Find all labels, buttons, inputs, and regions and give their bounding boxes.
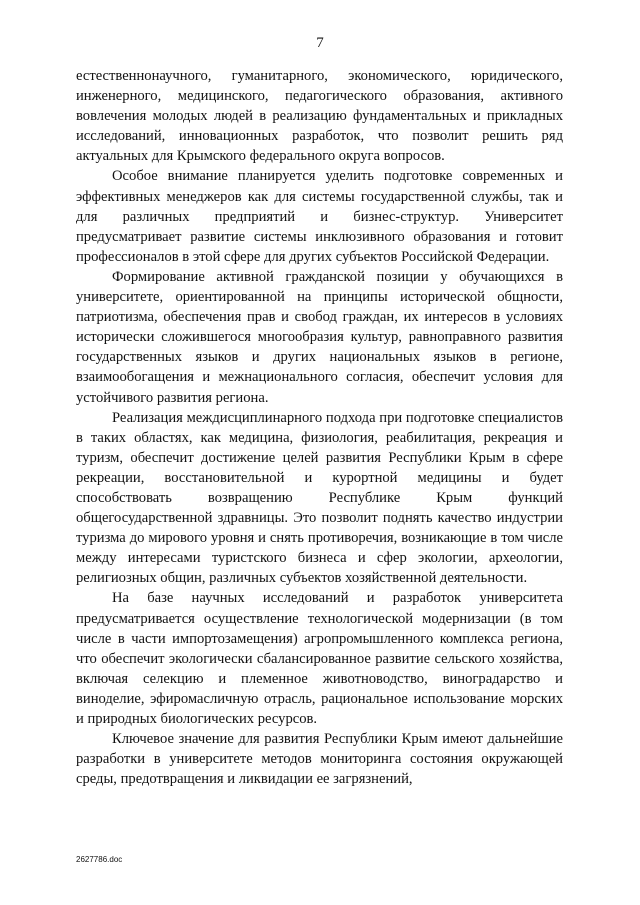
paragraph-interdisciplinary: Реализация междисциплинарного подхода при подготовке специалистов в таких областях, как медицина, физиология, реабилитация, рекреация и туризм, обеспечит достижение целей развития Республики Крым в сфере рекреации, восстановительной и курортной медицины и будет способствовать возвращению Республике Крым функций общегосударственной здравницы. Это позволит поднять качество индустрии туризма до мирового уровня и снять противоречия, возникающие в том числе между интересами туристского бизнеса и сфер экологии, археологии, религиозных общин, различных субъектов хозяйственной деятельности. [76,409,563,587]
page-number: 7 [316,35,324,51]
paragraph-civic-position: Формирование активной гражданской позиции у обучающихся в университете, ориентированной на принципы исторической общности, патриотизма, обеспечения прав и свобод граждан, их интересов в условиях исторически сложившегося многообразия культур, равноправного развития государственных языков и других национальных языков в регионе, взаимообогащения и межнационального согласия, обеспечит условия для устойчивого развития региона. [76,268,563,406]
paragraph-managers: Особое внимание планируется уделить подготовке современных и эффективных менеджеров как для системы государственной службы, так и для различных предприятий и бизнес-структур. Университет предусматривает развитие системы инклюзивного образования и готовит профессионалов в этой сфере для других субъектов Российской Федерации. [76,168,563,265]
paragraph-agro-modernization: На базе научных исследований и разработок университета предусматривается осуществление технологической модернизации (в том числе в части импортозамещения) агропромышленного комплекса региона, что обеспечит экологически сбалансированное развитие сельского хозяйства, включая селекцию и племенное животноводство, виноградарство и виноделие, эфиромасличную отрасль, рациональное использование морских и природных биологических ресурсов. [76,590,563,727]
paragraph-continued: естественнонаучного, гуманитарного, экономического, юридического, инженерного, медицинского, педагогического образования, активного вовлечения молодых людей в реализацию фундаментальных и прикладных исследований, инновационных разработок, что позволит решить ряд актуальных для Крымского федерального округа вопросов. [76,68,563,165]
footer-filename: 2627786.doc [76,855,123,864]
document-body [76,66,563,789]
paragraph-monitoring: Ключевое значение для развития Республики Крым имеют дальнейшие разработки в университете методов мониторинга состояния окружающей среды, предотвращения и ликвидации ее загрязнений, [76,731,563,788]
